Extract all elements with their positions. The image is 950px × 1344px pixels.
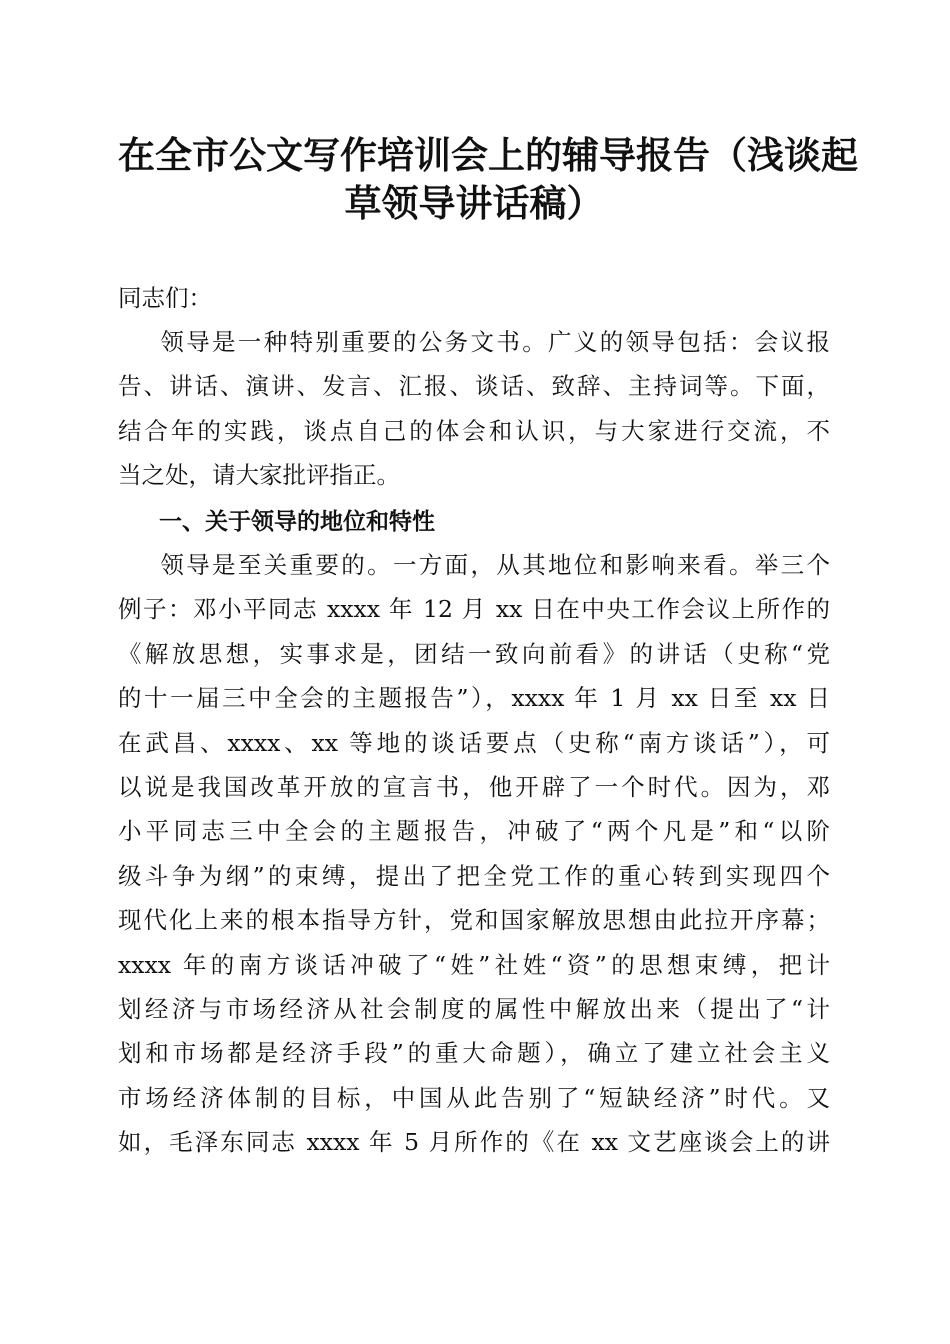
paragraph-line: 小平同志三中全会的主题报告，冲破了“两个凡是”和“以阶	[118, 817, 830, 846]
paragraph-line: 在武昌、xxxx、xx 等地的谈话要点（史称“南方谈话”），可	[118, 728, 830, 757]
paragraph-line: xxxx 年的南方谈话冲破了“姓”社姓“资”的思想束缚，把计	[118, 950, 830, 979]
paragraph-line: 以说是我国改革开放的宣言书，他开辟了一个时代。因为，邓	[118, 772, 830, 801]
paragraph-line: 例子：邓小平同志 xxxx 年 12 月 xx 日在中央工作会议上所作的	[118, 595, 830, 624]
paragraph-line: 如，毛泽东同志 xxxx 年 5 月所作的《在 xx 文艺座谈会上的讲	[118, 1128, 830, 1157]
document-title	[118, 132, 858, 228]
paragraph-line: 级斗争为纲”的束缚，提出了把全党工作的重心转到实现四个	[118, 861, 830, 890]
paragraph-line: 市场经济体制的目标，中国从此告别了“短缺经济”时代。又	[118, 1083, 830, 1112]
salutation: 同志们：	[118, 284, 212, 312]
title-line-2: 草领导讲话稿）	[344, 182, 604, 225]
paragraph-intro	[118, 320, 830, 498]
paragraph-line: 现代化上来的根本指导方针，党和国家解放思想由此拉开序幕；	[118, 906, 830, 935]
paragraph-line: 划经济与市场经济从社会制度的属性中解放出来（提出了“计	[118, 994, 830, 1023]
line-text: 领导是一种特别重要的公务文书。广义的领导包括：会议报	[158, 328, 830, 356]
paragraph-line	[118, 543, 830, 587]
paragraph-body	[118, 543, 830, 1164]
paragraph-line: 告、讲话、演讲、发言、汇报、谈话、致辞、主持词等。下面，	[118, 372, 830, 401]
paragraph-line: 划和市场都是经济手段”的重大命题），确立了建立社会主义	[118, 1039, 830, 1068]
paragraph-line	[118, 320, 830, 364]
paragraph-line: 《解放思想，实事求是，团结一致向前看》的讲话（史称“党	[118, 639, 830, 668]
line-text: 领导是至关重要的。一方面，从其地位和影响来看。举三个	[158, 551, 830, 579]
section-heading: 一、关于领导的地位和特性	[159, 509, 435, 535]
paragraph-line: 当之处，请大家批评指正。	[118, 461, 400, 490]
title-line-1: 在全市公文写作培训会上的辅导报告（浅谈起	[118, 134, 858, 177]
paragraph-line: 的十一届三中全会的主题报告”），xxxx 年 1 月 xx 日至 xx 日	[118, 684, 830, 713]
paragraph-line: 结合年的实践，谈点自己的体会和认识，与大家进行交流，不	[118, 416, 830, 445]
